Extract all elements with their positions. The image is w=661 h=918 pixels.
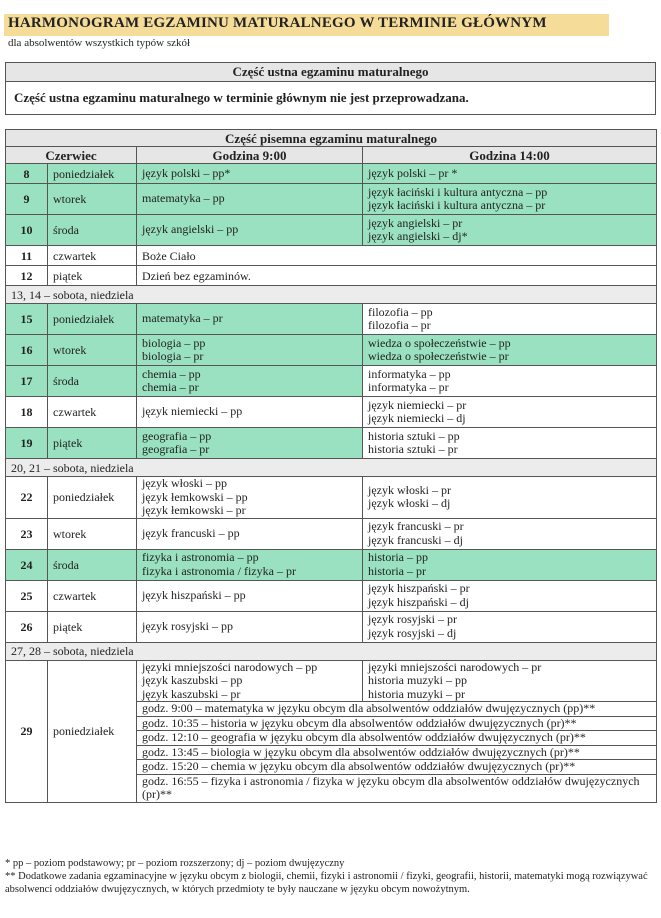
- exam-entry: historia muzyki – pr: [368, 686, 465, 701]
- afternoon-exams: [363, 660, 657, 702]
- exam-entry: język łemkowski – pr: [142, 503, 246, 517]
- day-note: Dzień bez egzaminów.: [137, 266, 657, 286]
- exam-entry: języki mniejszości narodowych – pr: [368, 659, 542, 674]
- weekday-name: wtorek: [48, 518, 137, 549]
- exam-entry: fizyka i astronomia / fizyka – pr: [142, 563, 296, 578]
- exam-entry: chemia – pr: [142, 380, 199, 394]
- exam-entry: język rosyjski – pp: [142, 618, 233, 633]
- afternoon-exams: [363, 580, 657, 611]
- exam-entry: język niemiecki – pr: [368, 397, 467, 412]
- schedule-row: [6, 397, 657, 428]
- exam-entry: język hiszpański – dj: [368, 594, 469, 609]
- weekend-label: 27, 28 – sobota, niedziela: [6, 642, 657, 660]
- weekday-name: czwartek: [48, 580, 137, 611]
- day-note: Boże Ciało: [137, 246, 657, 266]
- exam-entry: język polski – pp*: [142, 165, 231, 180]
- afternoon-exams: [363, 611, 657, 642]
- day-number: 18: [6, 397, 48, 428]
- bilingual-exam-entry: godz. 15:20 – chemia w języku obcym dla absolwentów oddziałów dwujęzycznych (pr)**: [137, 760, 657, 775]
- exam-entry: język angielski – dj*: [368, 229, 468, 243]
- footnotes: [5, 857, 650, 896]
- exam-entry: filozofia – pp: [368, 304, 433, 319]
- schedule-row: [6, 335, 657, 366]
- afternoon-exams: [363, 304, 657, 335]
- weekend-separator-row: [6, 642, 657, 660]
- afternoon-exams: [363, 335, 657, 366]
- weekend-label: 13, 14 – sobota, niedziela: [6, 286, 657, 304]
- afternoon-exams: [363, 549, 657, 580]
- exam-entry: filozofia – pr: [368, 318, 431, 332]
- weekday-name: piątek: [48, 428, 137, 459]
- exam-entry: język polski – pr *: [368, 165, 458, 180]
- day-number: 17: [6, 366, 48, 397]
- morning-exams: [137, 366, 363, 397]
- weekday-name: piątek: [48, 266, 137, 286]
- exam-entry: informatyka – pr: [368, 380, 449, 394]
- weekday-name: poniedziałek: [48, 477, 137, 519]
- bilingual-exam-entry: godz. 12:10 – geografia w języku obcym dla absolwentów oddziałów dwujęzycznych (pr)**: [137, 731, 657, 746]
- exam-entry: język łemkowski – pp: [142, 489, 248, 504]
- bilingual-exam-entry: godz. 10:35 – historia w języku obcym dla absolwentów oddziałów dwujęzycznych (pr)**: [137, 716, 657, 731]
- weekday-name: czwartek: [48, 246, 137, 266]
- morning-exams: [137, 164, 363, 184]
- weekday-name: poniedziałek: [48, 304, 137, 335]
- exam-entry: fizyka i astronomia – pp: [142, 550, 259, 564]
- exam-entry: język francuski – pr: [368, 519, 464, 533]
- oral-heading: Część ustna egzaminu maturalnego: [6, 63, 656, 82]
- weekday-name: wtorek: [48, 335, 137, 366]
- day-number: 12: [6, 266, 48, 286]
- weekday-name: piątek: [48, 611, 137, 642]
- exam-entry: język włoski – pr: [368, 482, 451, 497]
- bilingual-exam-entry: godz. 9:00 – matematyka w języku obcym dla absolwentów oddziałów dwujęzycznych (pp)**: [137, 702, 657, 717]
- afternoon-exams: [363, 215, 657, 246]
- morning-exams: [137, 611, 363, 642]
- exam-entry: chemia – pp: [142, 366, 201, 381]
- morning-exams: [137, 397, 363, 428]
- day-number: 15: [6, 304, 48, 335]
- exam-entry: język hiszpański – pp: [142, 587, 246, 602]
- schedule-row: [6, 428, 657, 459]
- day-number: 22: [6, 477, 48, 519]
- weekend-separator-row: [6, 459, 657, 477]
- exam-entry: wiedza o społeczeństwie – pr: [368, 349, 509, 363]
- morning-exams: [137, 580, 363, 611]
- afternoon-header: Godzina 14:00: [363, 147, 657, 164]
- weekday-name: wtorek: [48, 184, 137, 215]
- afternoon-exams: [363, 428, 657, 459]
- weekend-label: 20, 21 – sobota, niedziela: [6, 459, 657, 477]
- exam-entry: język łaciński i kultura antyczna – pp: [368, 184, 548, 199]
- morning-exams: [137, 518, 363, 549]
- oral-text: Część ustna egzaminu maturalnego w terminie głównym nie jest przeprowadzana.: [6, 82, 656, 115]
- afternoon-exams: [363, 184, 657, 215]
- day-number: 9: [6, 184, 48, 215]
- morning-exams: [137, 477, 363, 519]
- day-number: 25: [6, 580, 48, 611]
- schedule-row: [6, 366, 657, 397]
- exam-entry: języki mniejszości narodowych – pp: [142, 659, 318, 674]
- bilingual-exam-entry: godz. 13:45 – biologia w języku obcym dla absolwentów oddziałów dwujęzycznych (pr)**: [137, 745, 657, 760]
- schedule-row: [6, 266, 657, 286]
- schedule-row: [6, 215, 657, 246]
- day-number: 16: [6, 335, 48, 366]
- footnote-levels: * pp – poziom podstawowy; pr – poziom rozszerzony; dj – poziom dwujęzyczny: [5, 858, 345, 869]
- exam-entry: historia muzyki – pp: [368, 673, 467, 687]
- exam-entry: historia sztuki – pr: [368, 442, 458, 456]
- morning-exams: [137, 660, 363, 702]
- exam-entry: historia – pr: [368, 563, 426, 578]
- exam-entry: język angielski – pp: [142, 222, 239, 237]
- exam-entry: język łaciński i kultura antyczna – pr: [368, 198, 546, 212]
- written-heading: Część pisemna egzaminu maturalnego: [6, 130, 657, 147]
- exam-entry: język rosyjski – pr: [368, 612, 457, 626]
- footnote-bilingual: ** Dodatkowe zadania egzaminacyjne w języku obcym z biologii, chemii, fizyki i astronomii / fizyki, geografii, historii, matematyki mogą rozwiązywać absolwenci oddziałów dwujęzycznych, w których przedmioty te były nauczane w języku obcym nowożytnym.: [5, 871, 648, 895]
- exam-entry: biologia – pr: [142, 349, 204, 363]
- day-number: 11: [6, 246, 48, 266]
- schedule-row: [6, 164, 657, 184]
- exam-entry: język francuski – pp: [142, 525, 240, 540]
- written-exam-table: [5, 129, 657, 803]
- exam-entry: język niemiecki – pp: [142, 404, 243, 419]
- day-number: 29: [6, 660, 48, 802]
- exam-entry: matematyka – pr: [142, 311, 223, 326]
- exam-entry: język włoski – pp: [142, 476, 227, 490]
- afternoon-exams: [363, 518, 657, 549]
- afternoon-exams: [363, 397, 657, 428]
- page-subtitle: dla absolwentów wszystkich typów szkół: [8, 37, 191, 49]
- schedule-row: [6, 660, 657, 702]
- schedule-row: [6, 184, 657, 215]
- exam-entry: język hiszpański – pr: [368, 581, 470, 595]
- morning-exams: [137, 215, 363, 246]
- weekday-name: poniedziałek: [48, 164, 137, 184]
- oral-exam-table: [5, 62, 656, 115]
- morning-header: Godzina 9:00: [137, 147, 363, 164]
- day-number: 10: [6, 215, 48, 246]
- morning-exams: [137, 184, 363, 215]
- schedule-row: [6, 549, 657, 580]
- day-number: 23: [6, 518, 48, 549]
- exam-entry: geografia – pr: [142, 442, 210, 456]
- weekend-separator-row: [6, 286, 657, 304]
- exam-entry: biologia – pp: [142, 335, 206, 350]
- day-number: 24: [6, 549, 48, 580]
- exam-entry: język niemiecki – dj: [368, 411, 466, 425]
- weekday-name: poniedziałek: [48, 660, 137, 802]
- exam-entry: język włoski – dj: [368, 496, 451, 511]
- afternoon-exams: [363, 477, 657, 519]
- day-number: 26: [6, 611, 48, 642]
- page-title: HARMONOGRAM EGZAMINU MATURALNEGO W TERMINIE GŁÓWNYM: [8, 15, 547, 31]
- exam-entry: wiedza o społeczeństwie – pp: [368, 335, 511, 350]
- exam-entry: historia – pp: [368, 550, 428, 564]
- day-number: 19: [6, 428, 48, 459]
- morning-exams: [137, 549, 363, 580]
- morning-exams: [137, 335, 363, 366]
- exam-entry: matematyka – pp: [142, 191, 225, 206]
- day-number: 8: [6, 164, 48, 184]
- afternoon-exams: [363, 164, 657, 184]
- exam-entry: język francuski – dj: [368, 532, 463, 547]
- exam-entry: język angielski – pr: [368, 215, 463, 230]
- schedule-row: [6, 304, 657, 335]
- exam-entry: język kaszubski – pp: [142, 673, 243, 687]
- exam-entry: historia sztuki – pp: [368, 428, 460, 443]
- weekday-name: środa: [48, 366, 137, 397]
- bilingual-exam-entry: godz. 16:55 – fizyka i astronomia / fizyka w języku obcym dla absolwentów oddziałów dwujęzycznych (pr)**: [137, 774, 657, 802]
- schedule-row: [6, 518, 657, 549]
- month-header: Czerwiec: [6, 147, 137, 164]
- schedule-row: [6, 477, 657, 519]
- schedule-row: [6, 580, 657, 611]
- weekday-name: środa: [48, 549, 137, 580]
- weekday-name: środa: [48, 215, 137, 246]
- weekday-name: czwartek: [48, 397, 137, 428]
- exam-entry: informatyka – pp: [368, 366, 451, 381]
- afternoon-exams: [363, 366, 657, 397]
- exam-entry: geografia – pp: [142, 428, 212, 443]
- exam-entry: język rosyjski – dj: [368, 625, 457, 640]
- morning-exams: [137, 304, 363, 335]
- schedule-row: [6, 246, 657, 266]
- schedule-row: [6, 611, 657, 642]
- exam-entry: język kaszubski – pr: [142, 686, 241, 701]
- morning-exams: [137, 428, 363, 459]
